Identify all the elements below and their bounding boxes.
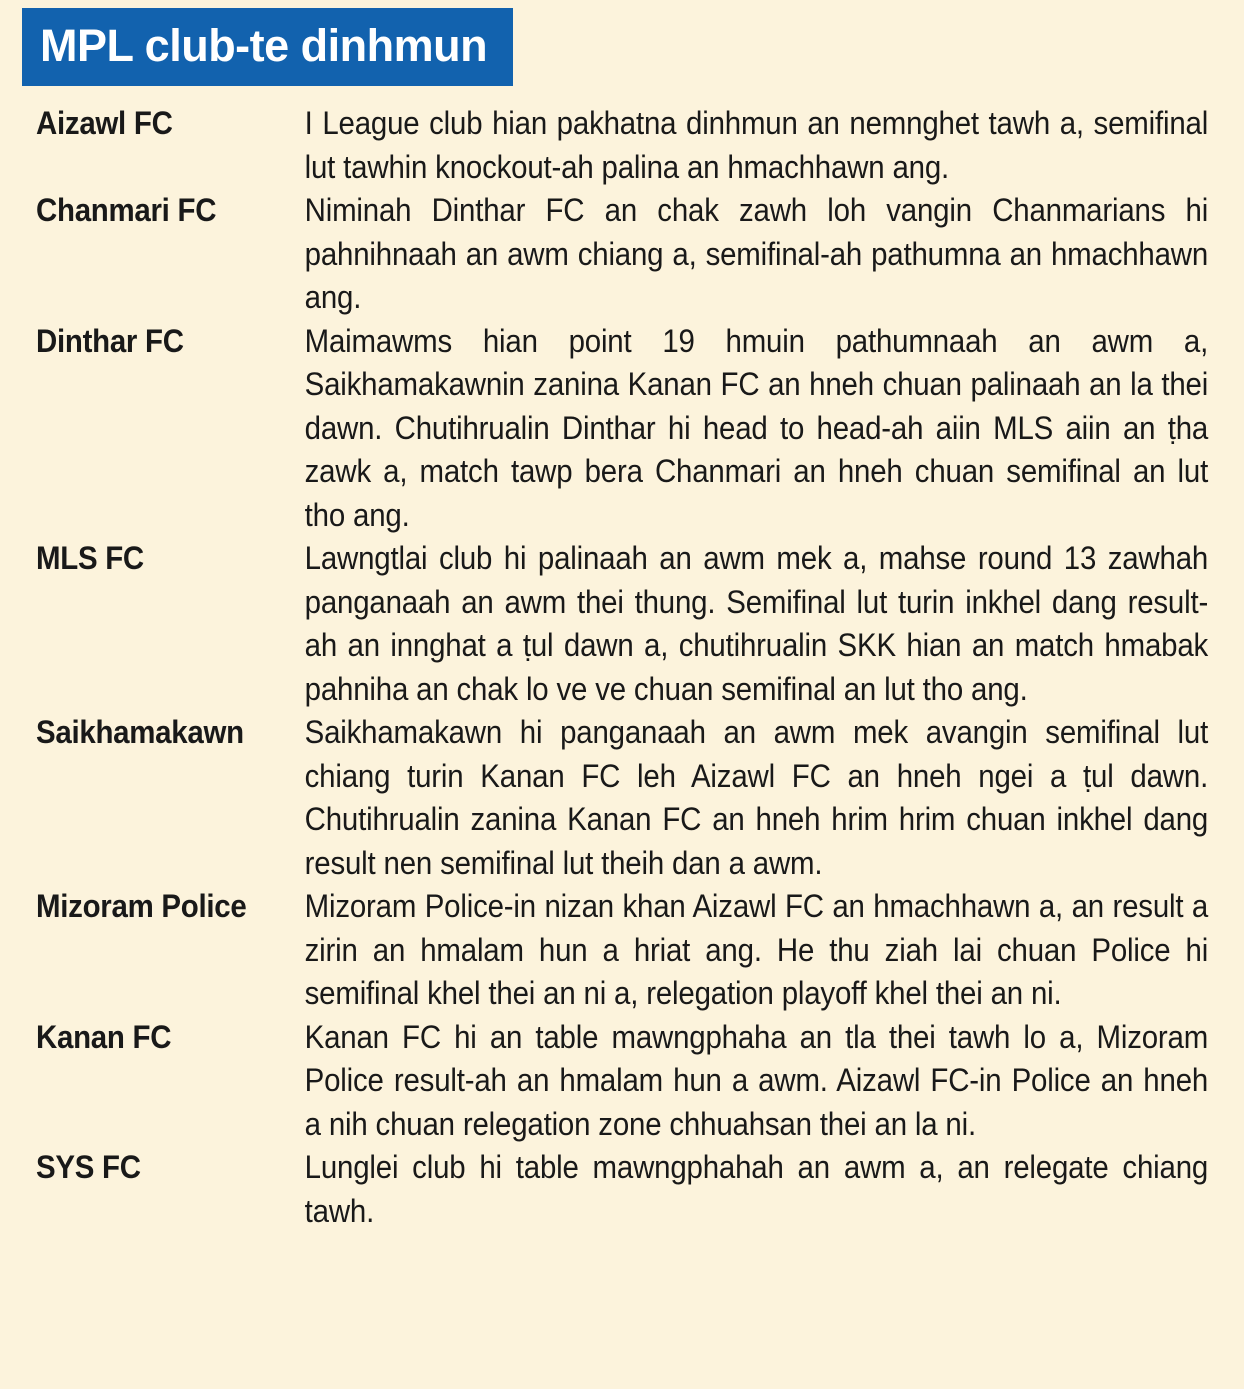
- club-row: [36, 1016, 1208, 1147]
- club-name: Chanmari FC: [36, 192, 217, 228]
- club-name: SYS FC: [36, 1149, 141, 1185]
- club-row: [36, 189, 1208, 320]
- club-status-text: Lawngtlai club hi palinaah an awm mek a, mahse round 13 zawhah panganaah an awm thei thung. Semifinal lut turin inkhel dang result-ah an innghat a ṭul dawn a, chutihrualin SKK hian an match hmabak pahniha an chak lo ve ve chuan semifinal an lut tho ang.: [304, 540, 1209, 707]
- club-status-text: Niminah Dinthar FC an chak zawh loh vangin Chanmarians hi pahnihnaah an awm chiang a, semifinal-ah pathumna an hmachhawn ang.: [304, 192, 1209, 315]
- club-status-text: Lunglei club hi table mawngphahah an awm a, an relegate chiang tawh.: [304, 1149, 1209, 1229]
- club-row: [36, 711, 1208, 885]
- club-row: [36, 320, 1208, 538]
- club-status-text: I League club hian pakhatna dinhmun an nemnghet tawh a, semifinal lut tawhin knockout-ah palina an hmachhawn ang.: [304, 105, 1209, 185]
- section-header: [22, 8, 513, 86]
- club-row: [36, 537, 1208, 711]
- club-name: Aizawl FC: [36, 105, 173, 141]
- club-row: [36, 102, 1208, 189]
- club-status-text: Saikhamakawn hi panganaah an awm mek avangin semifinal lut chiang turin Kanan FC leh Aizawl FC an hneh ngei a ṭul dawn. Chutihrualin zanina Kanan FC an hneh hrim hrim chuan inkhel dang result nen semifinal lut theih dan a awm.: [304, 714, 1209, 881]
- club-name: MLS FC: [36, 540, 144, 576]
- club-name: Dinthar FC: [36, 322, 184, 359]
- club-status-text: Kanan FC hi an table mawngphaha an tla thei tawh lo a, Mizoram Police result-ah an hmalam hun a awm. Aizawl FC-in Police an hneh a nih chuan relegation zone chhuahsan thei an la ni.: [304, 1018, 1209, 1142]
- club-rows: [36, 102, 1208, 1233]
- section-title: MPL club-te dinhmun: [40, 20, 488, 71]
- club-name: Kanan FC: [36, 1018, 172, 1055]
- club-row: [36, 885, 1208, 1016]
- club-status-text: Mizoram Police-in nizan khan Aizawl FC an hmachhawn a, an result a zirin an hmalam hun a hriat ang. He thu ziah lai chuan Police hi semifinal khel thei an ni a, relegation playoff khel thei an ni.: [304, 888, 1209, 1011]
- club-status-text: Maimawms hian point 19 hmuin pathumnaah an awm a, Saikhamakawnin zanina Kanan FC an hneh chuan palinaah an la thei dawn. Chutihrualin Dinthar hi head to head-ah aiin MLS aiin an ṭha zawk a, match tawp bera Chanmari an hneh chuan semifinal an lut tho ang.: [304, 322, 1209, 533]
- club-name: Mizoram Police: [36, 888, 247, 924]
- club-row: [36, 1146, 1208, 1233]
- club-name: Saikhamakawn: [36, 714, 244, 750]
